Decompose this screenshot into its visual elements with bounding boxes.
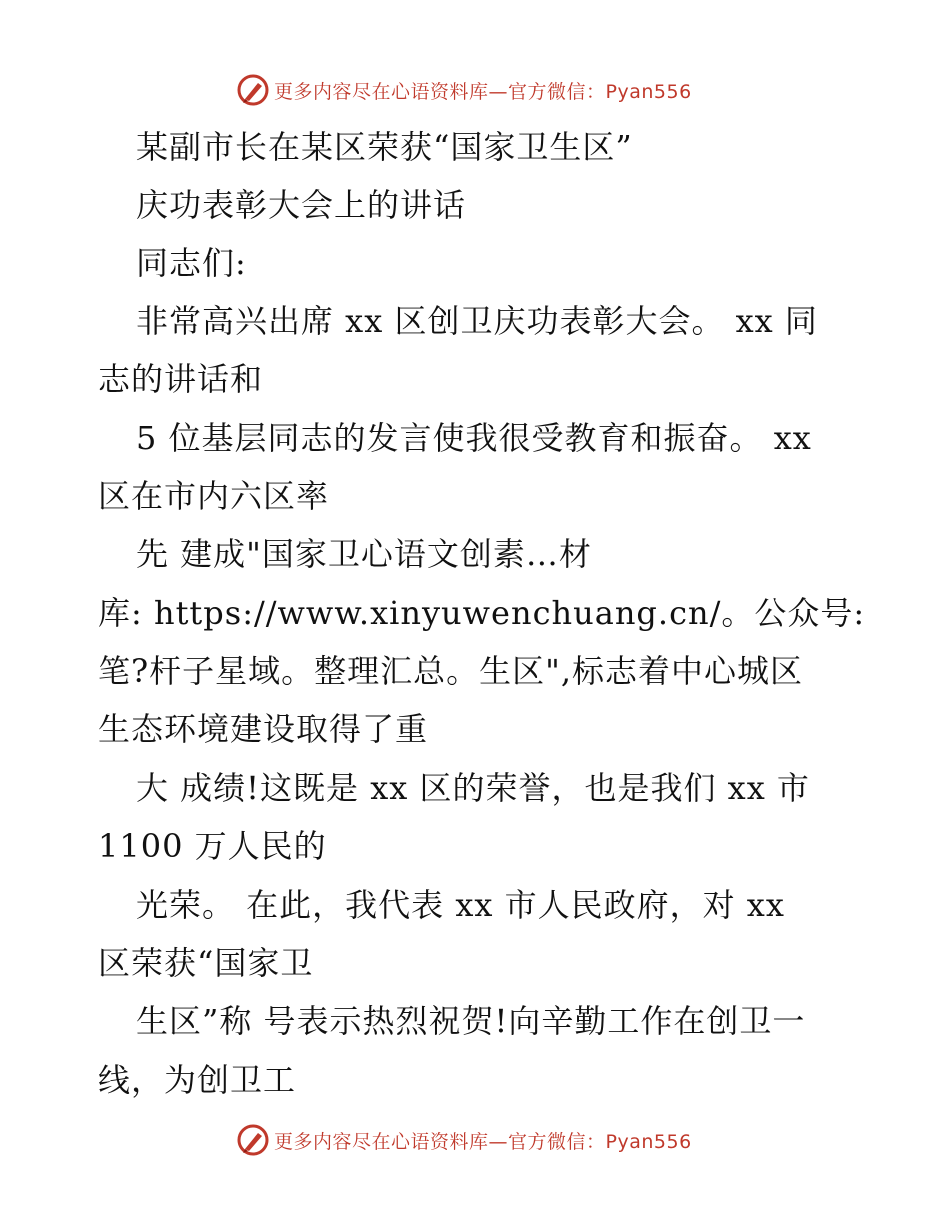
document-title-line-2: 庆功表彰大会上的讲话 (136, 186, 467, 224)
paragraph-line: 大 成绩!这既是 xx 区的荣誉，也是我们 xx 市 (136, 769, 810, 807)
paragraph-line: 先 建成"国家卫心语文创素…材 (136, 535, 592, 573)
paragraph-line: 笔?杆子星域。整理汇总。生区",标志着中心城区 (98, 652, 804, 690)
document-title-line-1: 某副市长在某区荣获“国家卫生区” (136, 128, 633, 166)
paragraph-line: 区在市内六区率 (98, 477, 330, 515)
paragraph-line: 5 位基层同志的发言使我很受教育和振奋。 xx (136, 419, 812, 457)
paragraph-line: 1100 万人民的 (98, 827, 327, 865)
paragraph-line: 区荣获“国家卫 (98, 944, 314, 982)
paragraph-line: 非常高兴出席 xx 区创卫庆功表彰大会。 xx 同 (136, 302, 818, 340)
pen-logo-icon (236, 73, 270, 107)
paragraph-line: 库: https://www.xinyuwenchuang.cn/。公众号: (98, 594, 866, 632)
paragraph-line: 生区”称 号表示热烈祝贺!向辛勤工作在创卫一 (136, 1002, 806, 1040)
footer-watermark-banner (236, 1122, 692, 1158)
paragraph-line: 志的讲话和 (98, 360, 264, 398)
header-watermark-banner (236, 72, 692, 108)
pen-logo-icon (236, 1123, 270, 1157)
paragraph-line: 生态环境建设取得了重 (98, 710, 429, 748)
paragraph-line: 光荣。 在此，我代表 xx 市人民政府，对 xx (136, 886, 785, 924)
header-watermark-text: 更多内容尽在心语资料库—官方微信：Pyan556 (274, 80, 692, 103)
paragraph-line: 线，为创卫工 (98, 1061, 297, 1099)
footer-watermark-text: 更多内容尽在心语资料库—官方微信：Pyan556 (274, 1130, 692, 1153)
salutation: 同志们: (136, 244, 247, 282)
